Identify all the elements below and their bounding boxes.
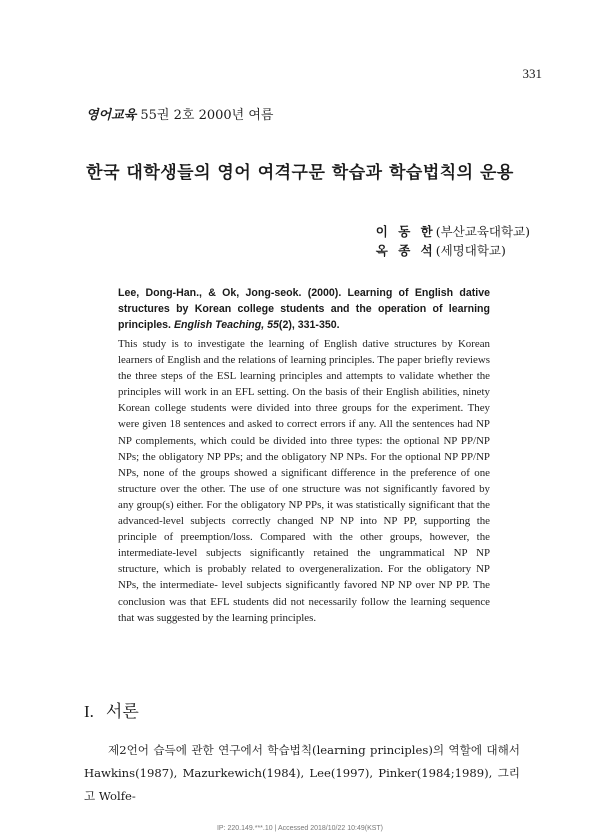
citation bbox=[118, 285, 490, 333]
body-paragraph bbox=[84, 739, 520, 808]
author-list bbox=[376, 222, 530, 260]
section-number: I. bbox=[84, 702, 94, 721]
author-affiliation: (세명대학교) bbox=[435, 243, 506, 258]
citation-authors-title: Lee, Dong-Han., & Ok, Jong-seok. (2000). Learning of English dative structures by Korean college students and the operation of learning principles. bbox=[118, 287, 490, 331]
paper-title: 한국 대학생들의 영어 여격구문 학습과 학습법칙의 운용 bbox=[86, 163, 514, 183]
section-title: 서론 bbox=[105, 702, 139, 722]
body-text: 제2언어 습득에 관한 연구에서 학습법칙(learning principles)의 역할에 대해서 Hawkins(1987), Mazurkewich(1984), Lee(1997), Pinker(1984;1989), 그리고 Wolfe- bbox=[84, 743, 520, 803]
author-entry bbox=[376, 222, 530, 241]
citation-journal: English Teaching, 55 bbox=[173, 319, 279, 331]
access-footer: IP: 220.149.***.10 | Accessed 2018/10/22 10:49(KST) bbox=[216, 825, 384, 832]
journal-info bbox=[86, 104, 273, 123]
abstract: This study is to investigate the learning of English dative structures by Korean learners of English and the relations of learning principles. The paper briefly reviews the three steps of the ESL learning principles and attempts to validate whether the principles will work in an EFL setting. On the basis of their English abilities, ninety Korean college students were divided into three groups for the experiment. They were given 18 sentences and asked to correct errors if any. All the sentences had NP NP complements, which could be divided into three types: the optional NP PP/NP NPs; the obligatory NP PPs; and the obligatory NP NPs. For the optional NP PP/NP NPs, none of the groups showed a significant difference in the preference of one structure over the other. The use of one structure was not significantly favored by any group(s) either. For the obligatory NP PPs, it was statistically significant that the advanced-level subjects correctly changed NP NP into NP PP, supporting the principle of preemption/loss. Compared with the other groups, however, the intermediate-level subjects significantly retained the ungrammatical NP NP structure, which is probably related to overgeneralization. For the obligatory NP NPs, the intermediate- level subjects significantly favored NP NP over NP PP. The conclusion was that EFL students did not necessarily follow the learning sequence that was suggested by the learning principles. bbox=[118, 338, 490, 624]
journal-issue: 55권 2호 2000년 여름 bbox=[140, 108, 274, 123]
author-entry bbox=[376, 241, 530, 260]
citation-pages: (2), 331-350. bbox=[278, 319, 340, 331]
author-affiliation: (부산교육대학교) bbox=[435, 224, 530, 239]
author-name: 이 동 한 bbox=[375, 224, 436, 239]
page-number: 331 bbox=[522, 66, 542, 81]
journal-name: 영어교육 bbox=[86, 108, 137, 123]
section-heading bbox=[84, 697, 139, 722]
author-name: 옥 종 석 bbox=[375, 243, 436, 258]
